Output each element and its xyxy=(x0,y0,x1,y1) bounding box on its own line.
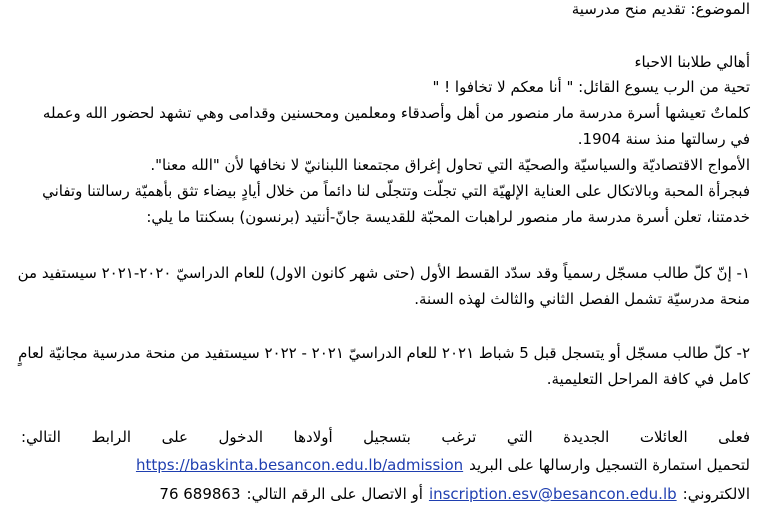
families-line-3 xyxy=(159,483,750,505)
item-2-line-2: كامل في كافة المراحل التعليمية. xyxy=(546,370,750,388)
call-text: أو الاتصال على الرقم التالي: xyxy=(246,485,423,503)
families-line-2-text: لتحميل استمارة التسجيل وارسالها على البريد xyxy=(469,456,750,474)
email-label: الالكتروني: xyxy=(682,485,750,503)
waves-paragraph: الأمواج الاقتصاديّة والسياسيّة والصحيّة التي تحاول إغراق مجتمعنا اللبنانيّ لا نخافها لأن "الله معنا". xyxy=(150,156,750,174)
love-line-1: فبجرأة المحبة وبالاتكال على العناية الإلهيّة التي تجلّت وتتجلّى لنا دائماً من خلال أيادٍ بيضاء تثق بأهميّة رسالتنا وتفاني xyxy=(42,182,750,200)
phone-number: 76 689863 xyxy=(159,485,241,503)
item-1-line-1: ١- إنّ كلّ طالب مسجّل رسمياً وقد سدّد القسط الأول (حتى شهر كانون الاول) للعام الدراسيّ ٢٠٢٠-٢٠٢١ سيستفيد من xyxy=(17,264,750,282)
subject-line: الموضوع: تقديم منح مدرسية xyxy=(571,0,750,18)
greeting: أهالي طلابنا الاحباء xyxy=(634,53,750,71)
families-line-1: فعلى العائلات الجديدة التي ترغب بتسجيل أولادها الدخول على الرابط التالي: xyxy=(21,428,750,446)
quote-line: تحية من الرب يسوع القائل: " أنا معكم لا تخافوا ! " xyxy=(432,78,750,96)
love-line-2: خدمتنا، تعلن أسرة مدرسة مار منصور لراهبات المحبّة للقديسة جانّ-أنتيد (برنسون) بسكنتا ما يلي: xyxy=(146,208,750,226)
email-link[interactable]: inscription.esv@besancon.edu.lb xyxy=(428,485,677,503)
item-1-line-2: منحة مدرسيّة تشمل الفصل الثاني والثالث لهذه السنة. xyxy=(414,290,750,308)
item-2-line-1: ٢- كلّ طالب مسجّل أو يتسجل قبل 5 شباط ٢٠٢١ للعام الدراسيّ ٢٠٢١ - ٢٠٢٢ سيستفيد من منحة مدرسية مجانيّة لعامٍ xyxy=(18,344,750,362)
admission-link[interactable]: https://baskinta.besancon.edu.lb/admission xyxy=(135,456,464,474)
intro-line-1: كلماتٌ تعيشها أسرة مدرسة مار منصور من أهل وأصدقاء ومعلمين ومحسنين وقدامى وهي تشهد لحضور الله وعمله xyxy=(42,104,750,122)
intro-line-2: في رسالتها منذ سنة 1904. xyxy=(577,130,750,148)
families-line-2 xyxy=(136,454,750,476)
